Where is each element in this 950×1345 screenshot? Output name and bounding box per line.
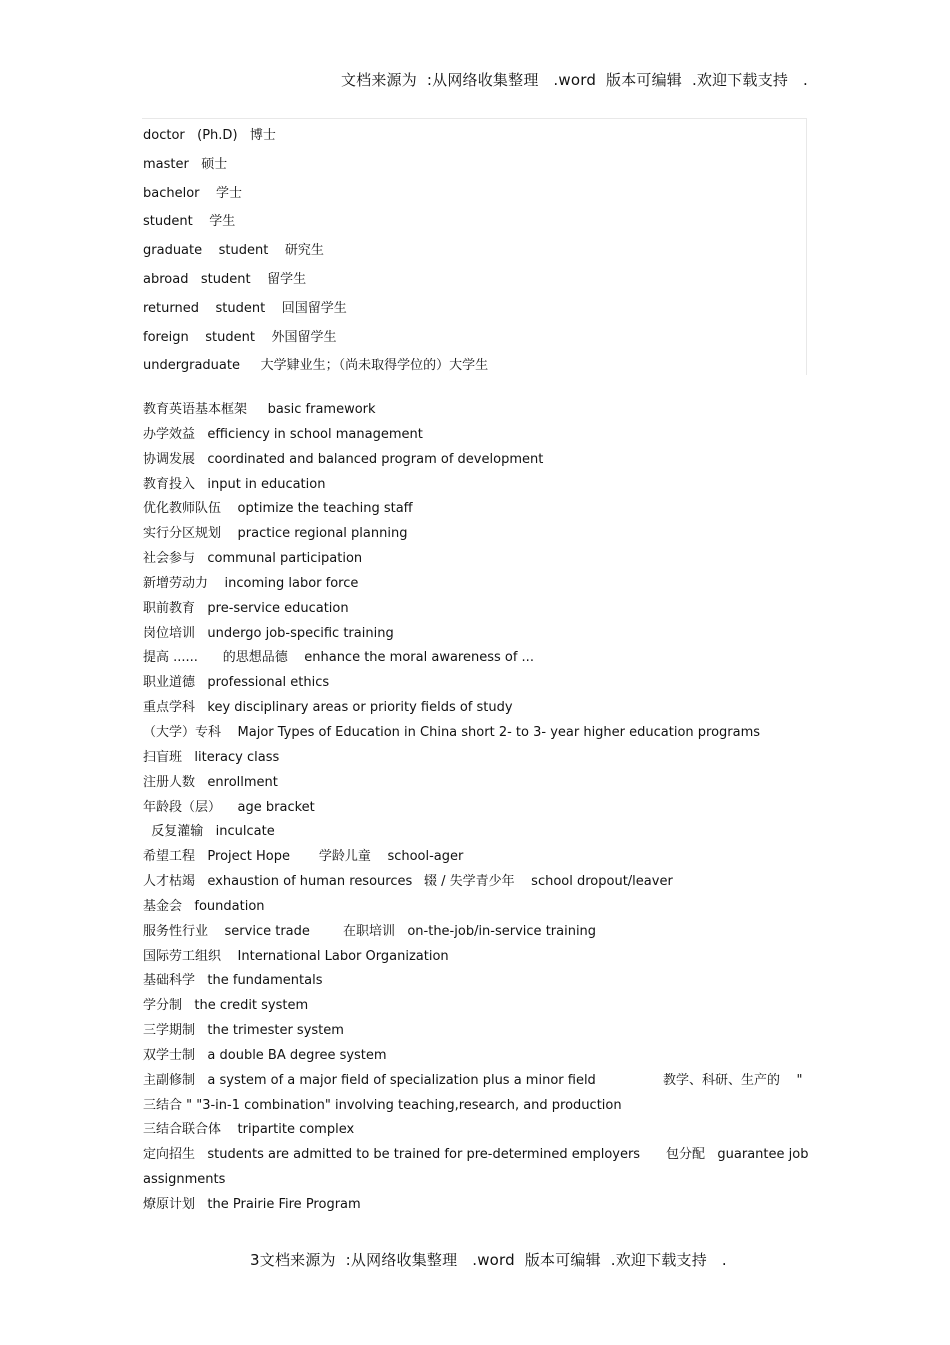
term-text: （大学）专科 Major Types of Education in China short 2- to 3- year higher education programs <box>143 724 761 740</box>
term-text: 反复灌输 inculcate <box>143 824 275 840</box>
term-row <box>143 599 803 624</box>
term-row <box>143 1120 803 1145</box>
term-text: 职前教育 pre-service education <box>143 600 349 616</box>
term-row <box>143 1021 803 1046</box>
term-text: 实行分区规划 practice regional planning <box>143 526 408 542</box>
term-text: 双学士制 a double BA degree system <box>143 1047 387 1063</box>
degree-item: undergraduate 大学肄业生；（尚未取得学位的）大学生 <box>143 358 489 374</box>
term-text-second: 包分配 guarantee job <box>666 1147 809 1163</box>
degree-item: abroad student 留学生 <box>143 271 307 287</box>
term-row <box>143 1170 803 1195</box>
term-row <box>143 499 803 524</box>
term-row <box>143 971 803 996</box>
term-row <box>143 698 803 723</box>
term-text: 国际劳工组织 International Labor Organization <box>143 948 449 964</box>
term-text: 重点学科 key disciplinary areas or priority fields of study <box>143 700 513 716</box>
degree-item: returned student 回国留学生 <box>143 300 347 316</box>
degree-list <box>143 126 488 385</box>
term-row <box>143 524 803 549</box>
term-text: 办学效益 efficiency in school management <box>143 426 423 442</box>
term-text: 主副修制 a system of a major field of specialization plus a minor field <box>143 1072 596 1088</box>
term-text: 基础科学 the fundamentals <box>143 973 323 989</box>
term-text: 职业道德 professional ethics <box>143 675 330 691</box>
degree-item: student 学生 <box>143 214 236 230</box>
term-text: 社会参与 communal participation <box>143 551 363 567</box>
term-text: 三结合 " "3-in-1 combination" involving teaching,research, and production <box>143 1097 622 1113</box>
term-row <box>143 1096 803 1121</box>
term-text: 教育英语基本框架 basic framework <box>143 402 376 417</box>
term-row <box>143 872 803 897</box>
term-text: 岗位培训 undergo job-specific training <box>143 625 394 641</box>
degree-item: graduate student 研究生 <box>143 243 324 259</box>
term-row <box>143 773 803 798</box>
term-row <box>143 723 803 748</box>
term-row <box>143 425 803 450</box>
term-text: 希望工程 Project Hope 学龄儿童 school-ager <box>143 849 464 865</box>
term-row <box>143 574 803 599</box>
term-text: 协调发展 coordinated and balanced program of development <box>143 451 544 467</box>
degree-item: doctor (Ph.D) 博士 <box>143 128 276 143</box>
term-row <box>143 1071 803 1096</box>
term-text-second: 教学、科研、生产的 " <box>663 1072 803 1088</box>
term-text: 新增劳动力 incoming labor force <box>143 575 359 591</box>
term-row <box>143 822 803 847</box>
degree-item: bachelor 学士 <box>143 185 243 201</box>
term-row <box>143 798 803 823</box>
term-text: 服务性行业 service trade 在职培训 on-the-job/in-service training <box>143 923 597 939</box>
page-header: 文档来源为 :从网络收集整理 .word 版本可编辑 .欢迎下载支持 . <box>340 71 808 89</box>
term-row <box>143 1046 803 1071</box>
term-row <box>143 996 803 1021</box>
term-text: 三学期制 the trimester system <box>143 1023 344 1039</box>
term-row <box>143 400 803 425</box>
term-text: 基金会 foundation <box>143 898 265 914</box>
term-row <box>143 648 803 673</box>
term-row <box>143 847 803 872</box>
degree-item: master 硕士 <box>143 156 228 172</box>
term-row <box>143 673 803 698</box>
term-text: 提高 ...... 的思想品德 enhance the moral awareness of ... <box>143 650 534 666</box>
degree-item: foreign student 外国留学生 <box>143 329 337 345</box>
term-text-second: 辍 / 失学青少年 school dropout/leaver <box>424 874 673 890</box>
term-row <box>143 549 803 574</box>
term-text: 定向招生 students are admitted to be trained for pre-determined employers <box>143 1147 641 1163</box>
term-text: 优化教师队伍 optimize the teaching staff <box>143 501 413 517</box>
term-row <box>143 748 803 773</box>
term-text: assignments <box>143 1172 226 1188</box>
term-text: 燎原计划 the Prairie Fire Program <box>143 1197 361 1212</box>
term-row <box>143 897 803 922</box>
term-text: 注册人数 enrollment <box>143 774 278 790</box>
page-footer: 3文档来源为 :从网络收集整理 .word 版本可编辑 .欢迎下载支持 . <box>250 1251 727 1269</box>
term-text: 教育投入 input in education <box>143 476 326 492</box>
term-row <box>143 475 803 500</box>
term-row <box>143 624 803 649</box>
term-text: 人才枯竭 exhaustion of human resources <box>143 874 413 890</box>
term-row <box>143 450 803 475</box>
term-text: 三结合联合体 tripartite complex <box>143 1122 355 1138</box>
term-row <box>143 922 803 947</box>
education-terms-list <box>143 400 809 1220</box>
term-text: 扫盲班 literacy class <box>143 749 280 765</box>
term-text: 年龄段（层） age bracket <box>143 799 315 815</box>
term-text: 学分制 the credit system <box>143 998 309 1014</box>
term-row <box>143 947 803 972</box>
term-row <box>143 1195 803 1220</box>
term-row <box>143 1145 809 1170</box>
